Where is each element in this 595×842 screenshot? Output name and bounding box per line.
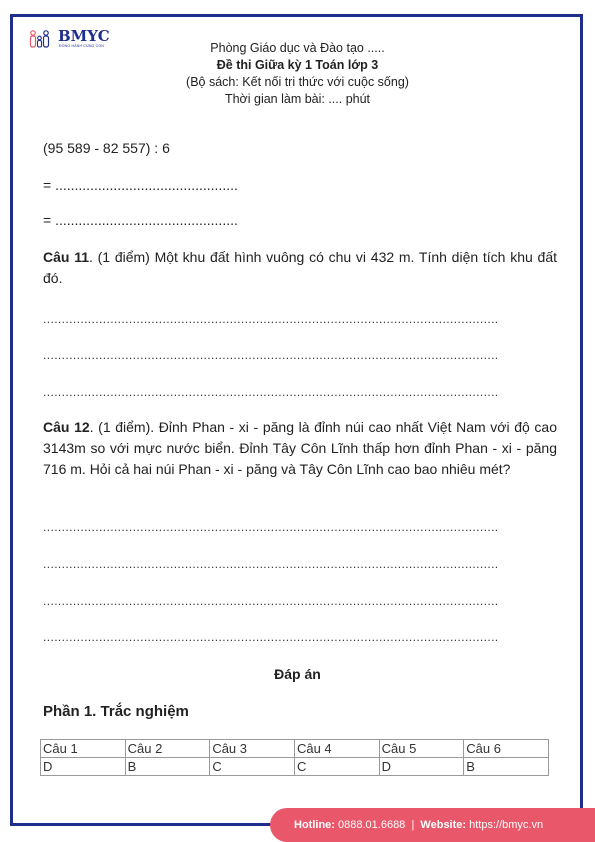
logo-text: BMYC [58,27,110,45]
document-header [0,40,595,108]
answer-line: .......................................................................................................................... [43,312,499,326]
table-header-cell: Câu 2 [125,740,210,758]
table-header-cell: Câu 3 [210,740,295,758]
table-header-cell: Câu 5 [379,740,464,758]
table-header-cell: Câu 4 [294,740,379,758]
website-link[interactable]: https://bmyc.vn [469,819,544,831]
part1-title: Phần 1. Trắc nghiệm [43,703,189,720]
table-cell: D [379,758,464,776]
header-exam-title: Đề thi Giữa kỳ 1 Toán lớp 3 [216,58,379,72]
table-cell: D [41,758,126,776]
question-12-label: Câu 12 [43,419,90,435]
table-cell: C [210,758,295,776]
table-cell: B [464,758,549,776]
question-11-label: Câu 11 [43,249,89,265]
logo-tagline: ĐỒNG HÀNH CÙNG CON [59,44,105,48]
answers-title: Đáp án [274,666,321,682]
website-label: Website: [420,819,467,831]
header-time: Thời gian làm bài: .... phút [224,92,371,106]
answer-table [40,739,549,776]
footer-separator: | [411,819,415,831]
header-department: Phòng Giáo dục và Đào tạo ..... [210,41,385,55]
answer-line: .......................................................................................................................... [43,557,499,571]
answer-line: .......................................................................................................................... [43,594,499,608]
question-11-text: . (1 điểm) Một khu đất hình vuông có chu vi 432 m. Tính diện tích khu đất đó. [43,249,557,286]
footer-banner [270,808,595,842]
answer-line: .......................................................................................................................... [43,348,499,362]
hotline-number[interactable]: 0888.01.6688 [338,819,406,831]
answer-line: .......................................................................................................................... [43,385,499,399]
equals-line-1: = ............................................... [43,177,238,193]
answer-line: .......................................................................................................................... [43,630,499,644]
table-cell: C [294,758,379,776]
table-header-cell: Câu 6 [464,740,549,758]
expression: (95 589 - 82 557) : 6 [43,140,170,156]
table-header-cell: Câu 1 [41,740,126,758]
table-row [41,758,549,776]
header-book-series: (Bộ sách: Kết nối tri thức với cuộc sống) [186,75,409,89]
table-header-row [41,740,549,758]
table-cell: B [125,758,210,776]
question-12 [43,417,557,480]
equals-line-2: = ............................................... [43,212,238,228]
question-12-text: . (1 điểm). Đỉnh Phan - xi - păng là đỉnh núi cao nhất Việt Nam với độ cao 3143m so với mực nước biển. Đỉnh Tây Côn Lĩnh thấp hơn đỉnh Phan - xi - păng 716 m. Hỏi cả hai núi Phan - xi - păng và Tây Côn Lĩnh cao bao nhiêu mét? [43,419,557,477]
question-11 [43,247,557,289]
answer-line: .......................................................................................................................... [43,520,499,534]
hotline-label: Hotline: [294,819,335,831]
